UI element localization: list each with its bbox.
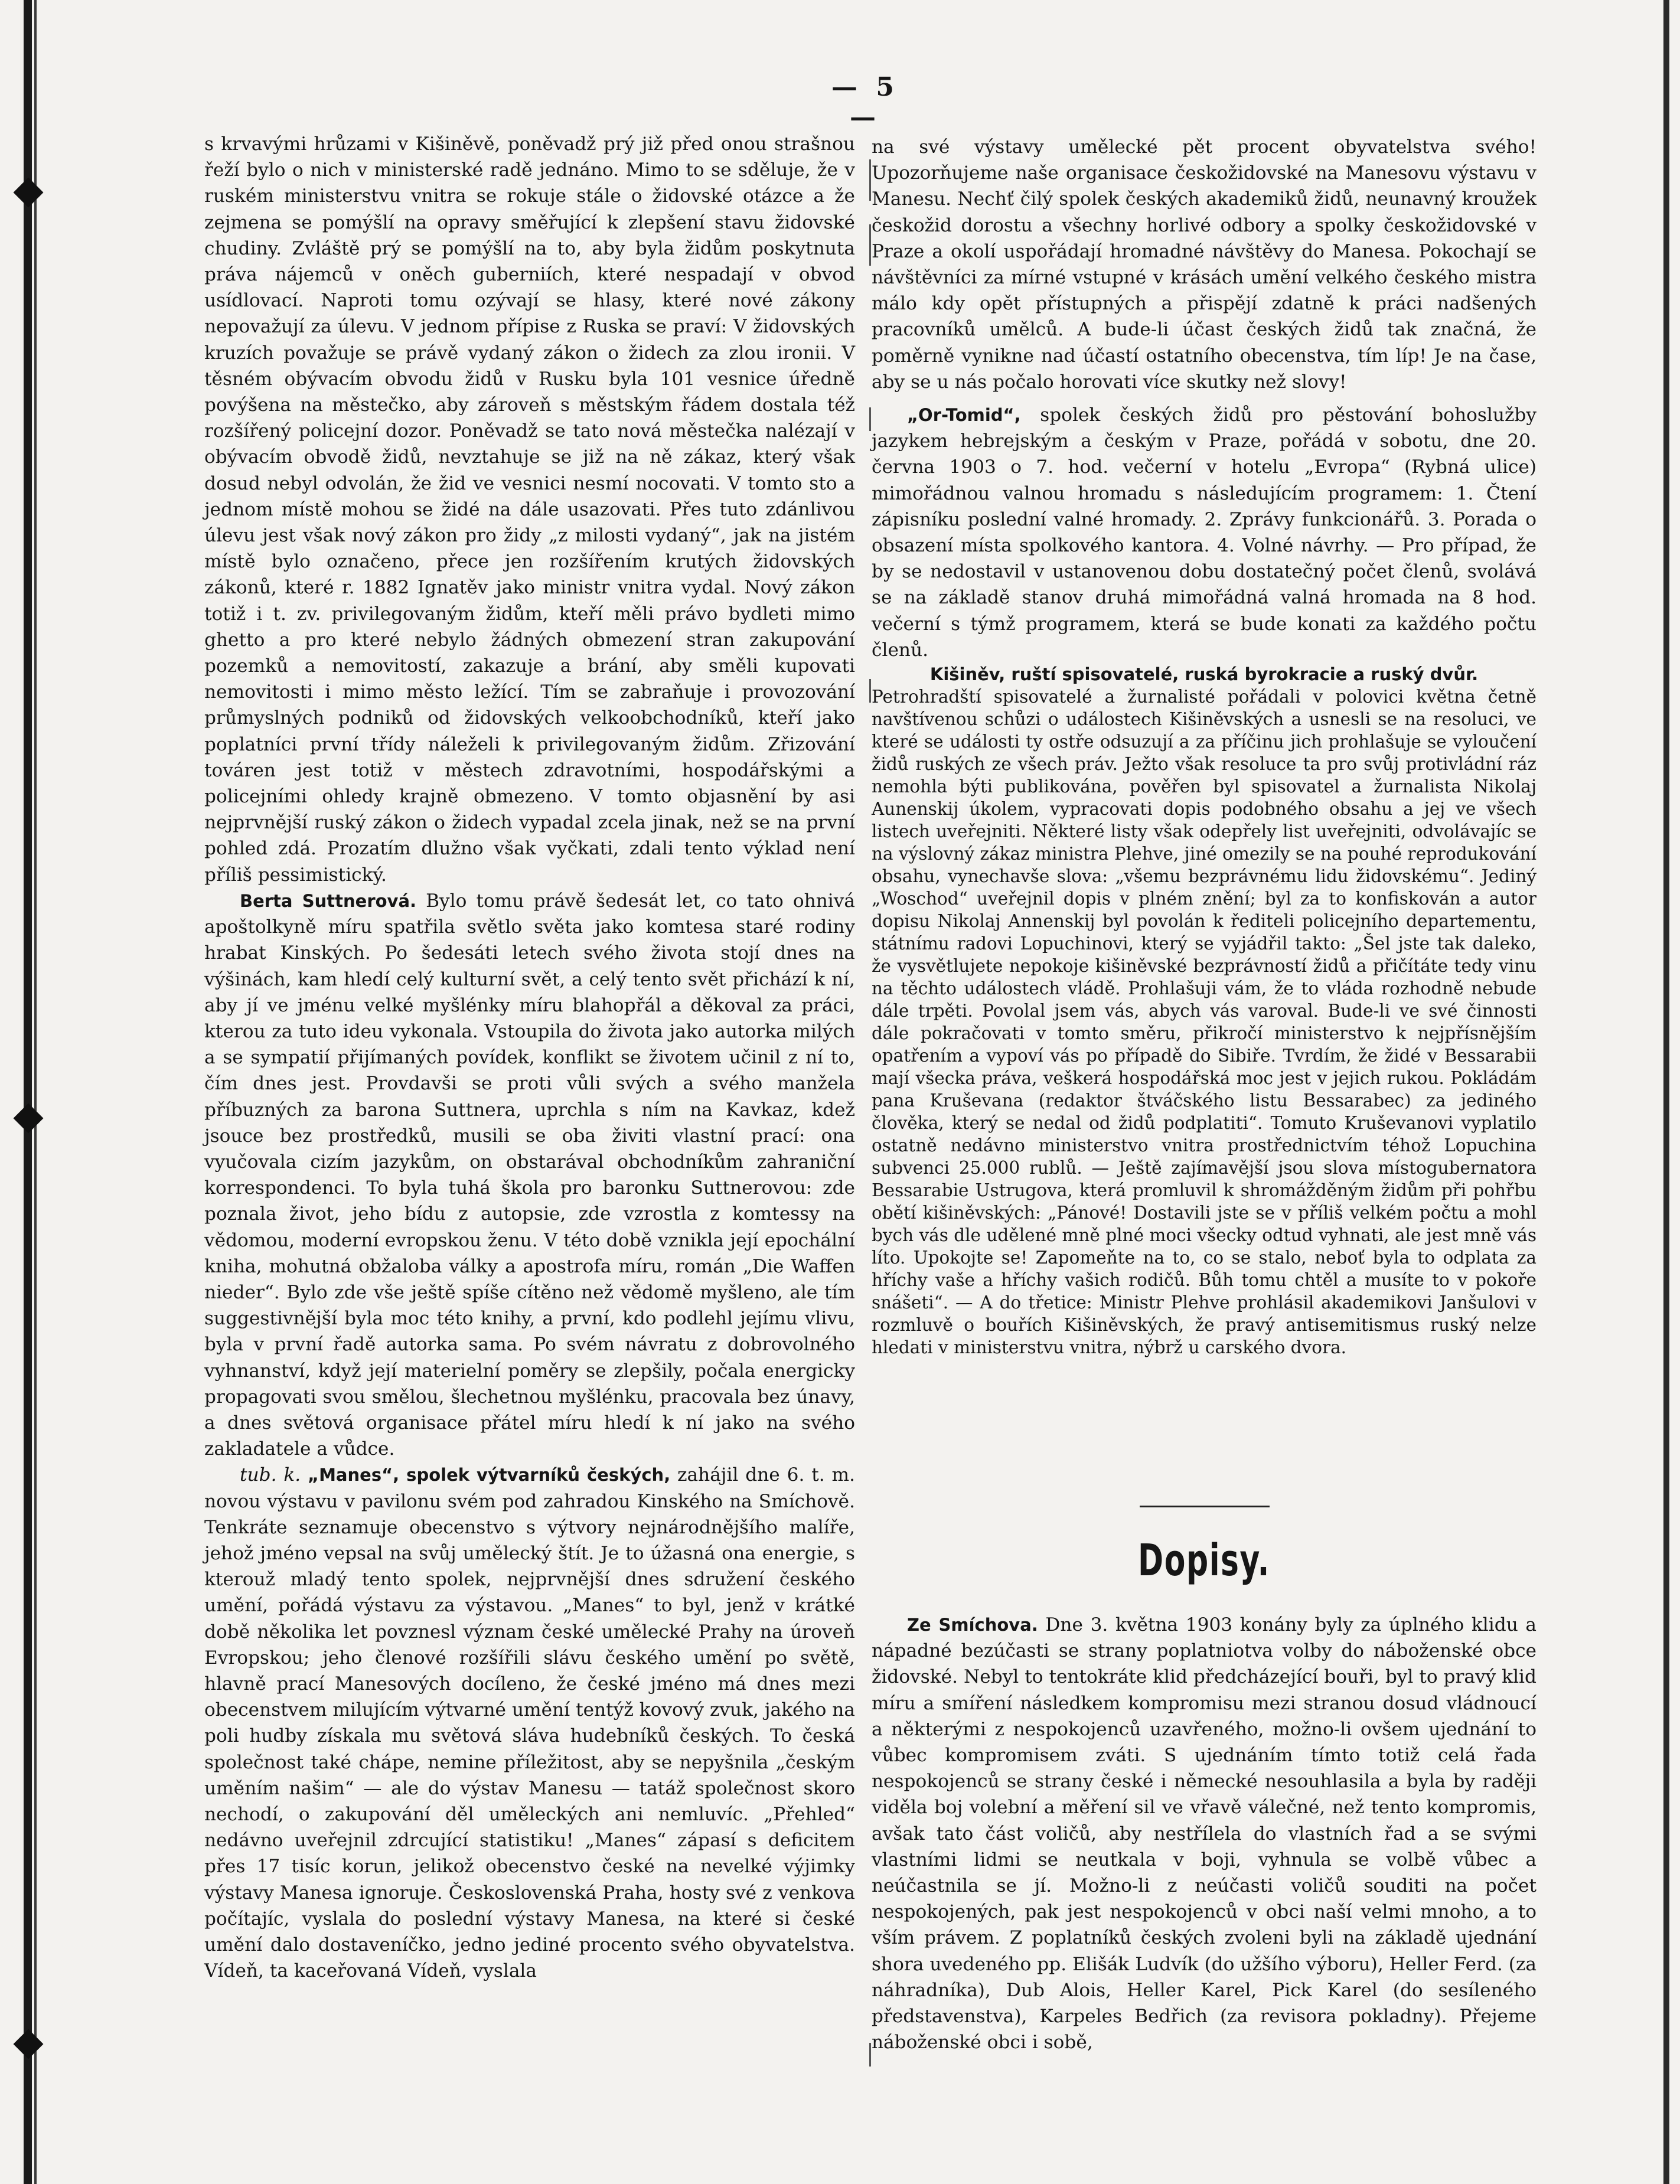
paragraph-manes-continued: na své výstavy umělecké pět procent obyvatelstva svého! Upozorňujeme naše organisace českožidovské na Manesovu výstavu v Manesu. Nechť čilý spolek českých akademiků židů, neunavný kroužek českožid dorostu a všechny horlivé odbory a spolky českožidovské v Praze a okolí uspořádají hromadné návštěvy do Manesa. Pokochají se návštěvníci za mírné vstupné v krásách umění velkého českého mistra málo kdy opět přístupných a přispějí zdatně k práci nadšených pracovníků umělců. A bude-li účast českých židů tak značná, že poměrně vynikne nad účastí ostatního obecenstva, tím líp! Je na čase, aby se u nás počalo horovati více skutky než slovy! [872, 136, 1537, 393]
text-smichov: Dne 3. května 1903 konány byly za úplného klidu a nápadné bezúčasti se strany poplatniotva volby do náboženské obce židovské. Nebyl to tentokráte klid předcházející bouři, byl to pravý klid míru a smíření následkem kompromisu mezi stranou dosud vládnoucí a některými z nespokojenců uzavřeného, možno-li ovšem ujednání to vůbec kompromisem zváti. S ujednáním tímto totiž celá řada nespokojenců se strany české i německé nesouhlasila a byla by raději viděla boj volební a měření sil ve vřavě válečné, než tento kompromis, avšak tato část voličů, aby nestřílela do vlastních řad a se svými vlastními lidmi se neutkala v boji, vyhnula se volbě vůbec a neúčastnila se jí. Možno-li z neúčasti voličů souditi na počet nespokojených, pak jest nespokojenců v obci naší velmi mnoho, a to vším právem. Z poplatníků českých zvoleni byli na základě ujednání shora uvedeného pp. Elišák Ludvík (do užšího výboru), Heller Ferd. (za náhradníka), Dub Alois, Heller Karel, Pick Karel (do sesíleného představenstva), Karpeles Bedřich (za revisora pokladny). Přejeme náboženské obci i sobě, [872, 1614, 1537, 2054]
binding-rivet-icon [14, 1104, 44, 1134]
heading-kisinev-writers: Kišiněv, ruští spisovatelé, ruská byrokracie a ruský dvůr. [929, 664, 1479, 685]
byline-manes: tub. k. [240, 1464, 301, 1486]
paragraph-suttner [204, 888, 855, 1462]
binding-edge [24, 0, 32, 2184]
binding-edge-inner [34, 0, 37, 2184]
binding-rivet-icon [14, 2029, 44, 2059]
heading-suttner: Berta Suttnerová. [240, 890, 417, 911]
column-divider [869, 224, 871, 266]
paragraph-smichov [872, 1612, 1537, 2055]
page-number: — 5 — [831, 72, 899, 132]
heading-smichov: Ze Smíchova. [907, 1615, 1038, 1635]
right-column [872, 134, 1537, 1359]
right-column-letters [872, 1612, 1537, 2055]
heading-kisinev-writers-wrap [872, 663, 1537, 685]
section-separator [1140, 1506, 1270, 1507]
paragraph-or-tomid [872, 402, 1537, 663]
text-or-tomid: spolek českých židů pro pěstování bohoslužby jazykem hebrejským a českým v Praze, pořádá v sobotu, dne 20. června 1903 o 7. hod. večerní v hotelu „Evropa“ (Rybná ulice) mimořádnou valnou hromadu s následujícím programem: 1. Čtení zápisníku poslední valné hromady. 2. Zprávy funkcionářů. 3. Porada o obsazení místa spolkového kantora. 4. Volné návrhy. — Pro případ, že by se nedostavil v ustanovenou dobu dostatečný počet členů, svolává se na základě stanov druhá mimořádná valná hromada na 8 hod. večerní s týmž programem, která se bude konati za každého počtu členů. [872, 404, 1537, 661]
paragraph-manes [204, 1462, 855, 1984]
heading-or-tomid: „Or-Tomid“, [907, 405, 1021, 426]
column-divider [869, 679, 871, 703]
right-page-edge [1663, 0, 1669, 2184]
text-manes: zahájil dne 6. t. m. novou výstavu v pavilonu svém pod zahradou Kinského na Smíchově. Tenkráte seznamuje obecenstvo s výtvory nejnárodnějšího malíře, jehož jméno vepsal na svůj umělecký štít. Je to úžasná ona energie, s kterouž mladý tento spolek, nejprvnější dnes sdružení českého umění, pořádá výstavu za výstavou. „Manes“ to byl, jenž v krátké době několika let povznesl význam české umělecké Prahy na úroveň Evropskou; jeho členové rozšířili slávu českého umění po světě, hlavně prací Manesových docíleno, že české jméno má dnes mezi obecenstvem milujícím výtvarné umění tentýž kovový zvuk, jakého na poli hudby získala mu světová sláva hudebníků českých. To česká společnost také chápe, nemine příležitost, aby se nepyšnila „českým uměním našim“ — ale do výstav Manesu — tatáž společnost skoro nechodí, o zakupování děl uměleckých ani nemluvíc. „Přehled“ nedávno uveřejnil zdrcující statistiku! „Manes“ zápasí s deficitem přes 17 tisíc korun, jelikož obecenstvo české na nevelké výjimky výstavy Manesa ignoruje. Československá Praha, hosty své z venkova počítajíc, vyslala do poslední výstavy Manesa, na které si české umění dalo dostaveníčko, jedno jediné procento svého obyvatelstva. Vídeň, ta kaceřovaná Vídeň, vyslala [204, 1464, 855, 1982]
heading-manes: „Manes“, spolek výtvarníků českých, [308, 1465, 671, 1486]
column-divider [869, 2043, 871, 2067]
text-suttner: Bylo tomu právě šedesát let, co tato ohnivá apoštolkyně míru spatřila světlo světa jako komtesa staré rodiny hrabat Kinských. Po šedesáti letech svého života stojí dnes na výšinách, kam hledí celý kulturní svět, a celý tento svět přichází k ní, aby jí ve jménu velké myšlénky míru blahopřál a děkoval za práci, kterou za tuto ideu vykonala. Vstoupila do života jako autorka milých a se sympatií přijímaných povídek, konflikt se životem učinil z ní to, čím dnes jest. Provdavši se proti vůli svých a svého manžela příbuzných za barona Suttnera, uprchla s ním na Kavkaz, kdež jsouce bez prostředků, musili se oba živiti vlastní prací: ona vyučovala cizím jazykům, on obstarával obchodníkům zahraniční korrespondenci. To byla tuhá škola pro baronku Suttnerovou: zde poznala život, jeho bídu z autopsie, zde vzrostla z komtessy na vědomou, moderní evropskou ženu. V této době vznikla její epochální kniha, mohutná obžaloba války a apostrofa míru, román „Die Waffen nieder“. Bylo zde vše ještě spíše cítěno než vědomě myšleno, ale tím suggestivnější byla moc této knihy, a první, kdo podlehl jejímu vlivu, byla v první řadě autorka sama. Po svém návratu z dobrovolného vyhnanství, když její materielní poměry se zlepšily, počala energicky propagovati svou smělou, šlechetnou myšlénku, pracovala bez únavy, a dnes světová organisace přátel míru hledí k ní jako na svého zakladatele a vůdce. [204, 890, 855, 1460]
left-column [204, 131, 855, 1984]
column-divider [869, 407, 871, 431]
section-title-dopisy: Dopisy. [1138, 1535, 1270, 1586]
paragraph-kisinev-writers: Petrohradští spisovatelé a žurnalisté pořádali v polovici května četně navštívenou schůzi o událostech Kišiněvských a usnesli se na resoluci, ve které se události ty ostře odsuzují a za příčinu jich prohlašuje se vyloučení židů ruských ze všech práv. Ježto však resoluce ta pro svůj protivládní ráz nemohla býti publikována, pověřen byl spisovatel a žurnalista Nikolaj Aunenskij úkolem, vypracovati dopis podobného obsahu a jej ve všech listech uveřejniti. Některé listy však odepřely list uveřejniti, odvolávajíc se na výslovný zákaz ministra Plehve, jiné omezily se na pouhé reprodukování obsahu, vynechavše slova: „všemu bezprávnému lidu židovskému“. Jediný „Woschod“ uveřejnil dopis v plném znění; byl za to konfiskován a autor dopisu Nikolaj Annenskij byl povolán k řediteli policejního departementu, státnímu radovi Lopuchinovi, který se vyjádřil takto: „Šel jste tak daleko, že vysvětlujete nepokoje kišiněvské bezprávností židů a přičítáte tedy vinu na těchto událostech vládě. Prohlašuji vám, že to vláda rozhodně nebude dále trpěti. Povolal jsem vás, abych vás varoval. Bude-li ve své činnosti dále pokračovati v tomto směru, přikročí ministerstvo k nejpřísnějším opatřením a vypoví vás po případě do Sibiře. Tvrdím, že židé v Bessarabii mají všecka práva, veškerá hospodářská moc jest v jejich rukou. Pokládám pana Kruševana (redaktor štváčského listu Bessarabec) za jediného člověka, který se nedal od židů podplatiti“. Tomuto Kruševanovi vyplatilo ostatně nedávno ministerstvo vnitra prostřednictvím téhož Lopuchina subvenci 25.000 rublů. — Ještě zajímavější jsou slova místogubernatora Bessarabie Ustrugova, která promluvil k shromážděným židům při pohřbu obětí kišiněvských: „Pánové! Dostavili jste se v příliš velkém počtu a mohl bych vás dle udělené mně plné moci všecky odtud vyhnati, ale jest mně vás líto. Upokojte se! Zapomeňte na to, co se stalo, neboť byla to odplata za hříchy vaše a hříchy vašich rodičů. Bůh tomu chtěl a musíte to v pokoře snášeti“. — A do třetice: Ministr Plehve prohlásil akademikovi Janšulovi v rozmluvě o bouřích Kišiněvských, že pravý antisemitismus ruský nelze hledati v ministerstvu vnitra, nýbrž u carského dvora. [872, 687, 1537, 1358]
paragraph-kisinev-news: s krvavými hrůzami v Kišiněvě, poněvadž prý již před onou strašnou řeží bylo o nich v ministerské radě jednáno. Mimo to se sděluje, že v ruském ministerstvu vnitra se rokuje stále o židovské otázce a že zejmena se pomýšlí na opravy směřující k zlepšení stavu židovské chudiny. Zvláště prý se pomýšlí na to, aby byla židům poskytnuta práva nájemců v oněch guberniích, které nespadají v obvod usídlovací. Naproti tomu ozývají se hlasy, které nové zákony nepovažují za úlevu. V jednom přípise z Ruska se praví: V židovských kruzích považuje se právě vydaný zákon o židech za zlou ironii. V těsném obývacím obvodu židů v Rusku byla 101 vesnice úředně povýšena na městečko, aby zároveň s městským řádem dostala též rozšířený policejní dozor. Poněvadž se tato nová městečka nalézají v obývacím obvodě židů, nevztahuje se již na ně zákaz, který však dosud nebyl odvolán, že žid ve vesnici nesmí nocovati. V tomto sto a jednom místě mohou se židé na dále usazovati. Přes tuto zdánlivou úlevu jest však nový zákon pro židy „z milosti vydaný“, jak na jistém místě bylo označeno, přece jen rozšířením krutých židovských zákonů, které r. 1882 Ignatěv jako ministr vnitra vydal. Nový zákon totiž i t. zv. privilegovaným židům, kteří měli právo bydleti mimo ghetto a pro které nebylo žádných obmezení stran zakupování pozemků a nemovitostí, zakazuje a brání, aby směli kupovati nemovitosti i mimo město ležící. Tím se zabraňuje i provozování průmyslných podniků od židovských velkoobchodníků, kteří jako poplatníci první třídy náleželi k privilegovaným židům. Zřizování továren jest totiž v městech zdravotními, hospodářskými a policejními ohledy krajně obmezeno. V tomto objasnění by asi nejprvnější ruský zákon o židech vypadal zcela jinak, než se na první pohled zdá. Prozatím dlužno však vyčkati, zdali tento výklad není příliš pessimistický. [204, 133, 855, 886]
binding-rivet-icon [14, 178, 44, 208]
column-divider [869, 159, 871, 201]
